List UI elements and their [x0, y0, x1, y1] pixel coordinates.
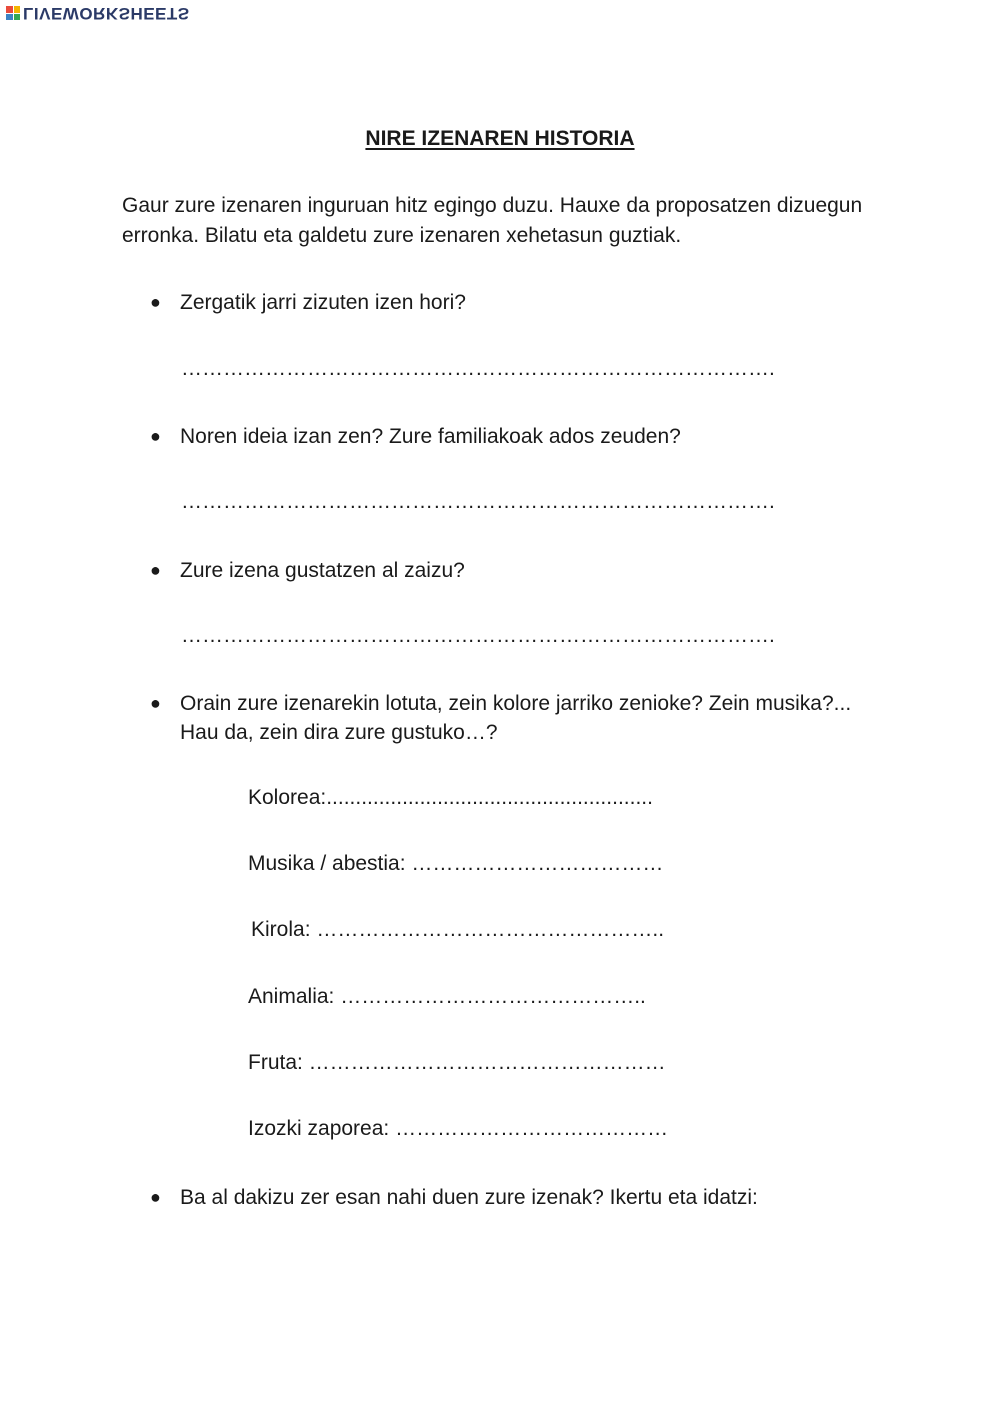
answer-line-1[interactable]: …………………………………………………………………………. — [181, 357, 775, 380]
favorite-sport-field[interactable]: Kirola: ………………………………………….. — [251, 918, 665, 941]
question-5 — [150, 1183, 870, 1212]
liveworksheets-logo — [6, 2, 190, 24]
bullet-icon: ● — [150, 426, 161, 446]
question-text: Noren ideia izan zen? Zure familiakoak ados zeuden? — [180, 425, 681, 448]
bullet-icon: ● — [150, 1187, 161, 1207]
intro-paragraph: Gaur zure izenaren inguruan hitz egingo duzu. Hauxe da proposatzen dizuegun erronka. Bilatu eta galdetu zure izenaren xehetasun guztiak. — [122, 194, 863, 247]
page-title: NIRE IZENAREN HISTORIA — [365, 127, 635, 150]
question-text: Orain zure izenarekin lotuta, zein kolore jarriko zenioke? Zein musika?... Hau da, zein dira zure gustuko…? — [180, 692, 852, 744]
favorite-color-field[interactable]: Kolorea:........................................................ — [248, 786, 653, 809]
question-text: Zure izena gustatzen al zaizu? — [180, 559, 465, 582]
question-3 — [150, 556, 870, 585]
question-2 — [150, 422, 870, 451]
bullet-icon: ● — [150, 292, 161, 312]
answer-line-3[interactable]: …………………………………………………………………………. — [181, 624, 775, 647]
favorite-icecream-field[interactable]: Izozki zaporea: ………………………………… — [248, 1117, 669, 1140]
bullet-icon: ● — [150, 693, 161, 713]
logo-grid-icon — [6, 6, 20, 20]
question-1 — [150, 288, 870, 317]
favorite-animal-field[interactable]: Animalia: …………………………………….. — [248, 985, 646, 1008]
question-4 — [150, 689, 870, 747]
bullet-icon: ● — [150, 560, 161, 580]
question-text: Ba al dakizu zer esan nahi duen zure izenak? Ikertu eta idatzi: — [180, 1186, 758, 1209]
logo-text: LIVEWORKSHEETS — [23, 4, 190, 23]
question-text: Zergatik jarri zizuten izen hori? — [180, 291, 466, 314]
favorite-fruit-field[interactable]: Fruta: …………………………………………… — [248, 1051, 666, 1074]
favorite-music-field[interactable]: Musika / abestia: ……………………………… — [248, 852, 664, 875]
answer-line-2[interactable]: …………………………………………………………………………. — [181, 490, 775, 513]
